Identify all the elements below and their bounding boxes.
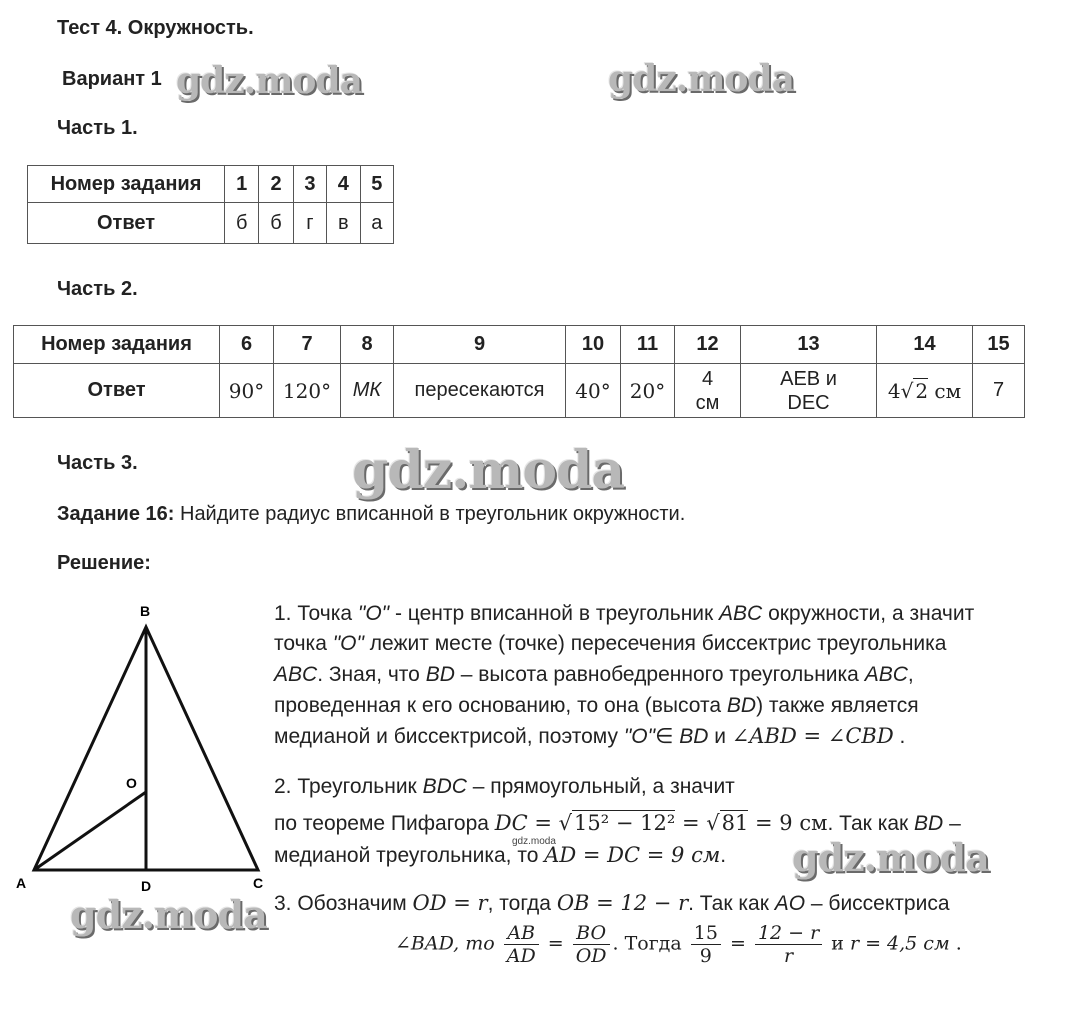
table2-number: 6 [220, 326, 274, 364]
table1-answer: б [259, 203, 293, 244]
fraction-bo-od: $\frac{BO}{OD}$ [573, 922, 610, 967]
part3-heading: Часть 3. [57, 452, 138, 474]
table1-answer-label: Ответ [28, 203, 225, 244]
table2-answer [741, 364, 877, 418]
watermark-logo: gdz.moda [176, 60, 362, 102]
answer12-unit: см [695, 391, 720, 414]
watermark-logo: gdz.moda [792, 835, 989, 880]
label-c: C [253, 875, 264, 891]
small-watermark: gdz.moda [512, 836, 556, 847]
table2-answer: МК [341, 364, 394, 418]
solution-step2-line2: по теореме Пифагора DC = √15² − 12² = √81 = 9 см. Так как BD – [274, 811, 961, 835]
watermark-logo: gdz.moda [70, 892, 267, 937]
table1-answer: а [360, 203, 393, 244]
task16-label: Задание 16: [57, 503, 175, 525]
table2-number: 14 [877, 326, 973, 364]
answer14-unit: см [928, 378, 962, 403]
table2-number: 10 [566, 326, 621, 364]
table2-answer-label: Ответ [14, 364, 220, 418]
answer12-value: 4 [701, 367, 714, 390]
test-title: Тест 4. Окружность. [57, 17, 254, 39]
table2-answer [877, 364, 973, 418]
watermark-logo: gdz.moda [352, 440, 625, 501]
task16-text: Найдите радиус вписанной в треугольник окружности. [174, 503, 686, 525]
sqrt-icon: √ [558, 811, 573, 835]
table2-number: 15 [973, 326, 1025, 364]
solution-step3-line2: ∠BAD, то $\frac{AB}{AD}$ = $\frac{BO}{OD}$ . Тогда $\frac{15}{9}$ = $\frac{12 - r}{r}$ и r = 4,5 см . [395, 922, 962, 967]
table2-number: 8 [341, 326, 394, 364]
answer13-line1: AEB и [780, 367, 837, 390]
table1-number: 2 [259, 166, 293, 203]
table2-number: 7 [274, 326, 341, 364]
solution-step2-line3: медианой треугольника, то AD = DC = 9 см. [274, 843, 727, 867]
table1-header-label: Номер задания [28, 166, 225, 203]
table1-number: 5 [360, 166, 393, 203]
part2-heading: Часть 2. [57, 278, 138, 300]
table2-number: 11 [621, 326, 675, 364]
solution-step1-line3: ABC. Зная, что BD – высота равнобедренного треугольника ABC, [274, 663, 914, 686]
table2-answer: 90° [220, 364, 274, 418]
table1-number: 4 [327, 166, 360, 203]
label-a: A [16, 875, 27, 891]
answer13-line2: DEC [787, 391, 830, 414]
answer14-radicand: 2 [915, 378, 929, 403]
table1-answer: г [293, 203, 326, 244]
table1-answer: в [327, 203, 360, 244]
part1-heading: Часть 1. [57, 117, 138, 139]
fraction-15-9: $\frac{15}{9}$ [691, 922, 721, 967]
fraction-12r-r: $\frac{12 - r}{r}$ [755, 922, 822, 967]
answers-table-part1 [27, 165, 394, 244]
table2-answer: 40° [566, 364, 621, 418]
label-d: D [141, 878, 152, 894]
table2-number: 13 [741, 326, 877, 364]
table2-number: 9 [394, 326, 566, 364]
label-b: B [140, 603, 151, 619]
variant-label: Вариант 1 [62, 68, 162, 90]
table2-answer: пересекаются [394, 364, 566, 418]
sqrt-icon: √ [706, 811, 720, 835]
solution-step1-line1: 1. Точка "O" - центр вписанной в треугольник ABC окружности, а значит [274, 602, 975, 625]
solution-step1-line2: точка "O" лежит месте (точке) пересечения биссектрис треугольника [274, 632, 947, 655]
table1-number: 1 [225, 166, 259, 203]
fraction-ab-ad: $\frac{AB}{AD}$ [504, 922, 539, 967]
answers-table-part2 [13, 325, 1025, 418]
answer14-coef: 4 [887, 378, 901, 403]
solution-step2-line1: 2. Треугольник BDC – прямоугольный, а значит [274, 775, 735, 798]
table2-header-label: Номер задания [14, 326, 220, 364]
table2-answer: 20° [621, 364, 675, 418]
table2-answer: 7 [973, 364, 1025, 418]
table1-number: 3 [293, 166, 326, 203]
table2-answer: 120° [274, 364, 341, 418]
task16-statement [57, 503, 685, 526]
table2-number: 12 [675, 326, 741, 364]
sqrt-icon: √ [900, 378, 914, 403]
table1-answer: б [225, 203, 259, 244]
solution-label: Решение: [57, 552, 151, 574]
table2-answer [675, 364, 741, 418]
solution-step3-line1: 3. Обозначим OD = r, тогда OB = 12 − r. Так как AO – биссектриса [274, 891, 950, 915]
label-o: O [126, 775, 137, 791]
triangle-figure [0, 595, 275, 925]
solution-step1-line5: медианой и биссектрисой, поэтому "O"∈ BD и ∠ABD = ∠CBD . [274, 724, 906, 748]
solution-step1-line4: проведенная к его основанию, то она (высота BD) также является [274, 694, 919, 717]
watermark-logo: gdz.moda [608, 58, 794, 100]
